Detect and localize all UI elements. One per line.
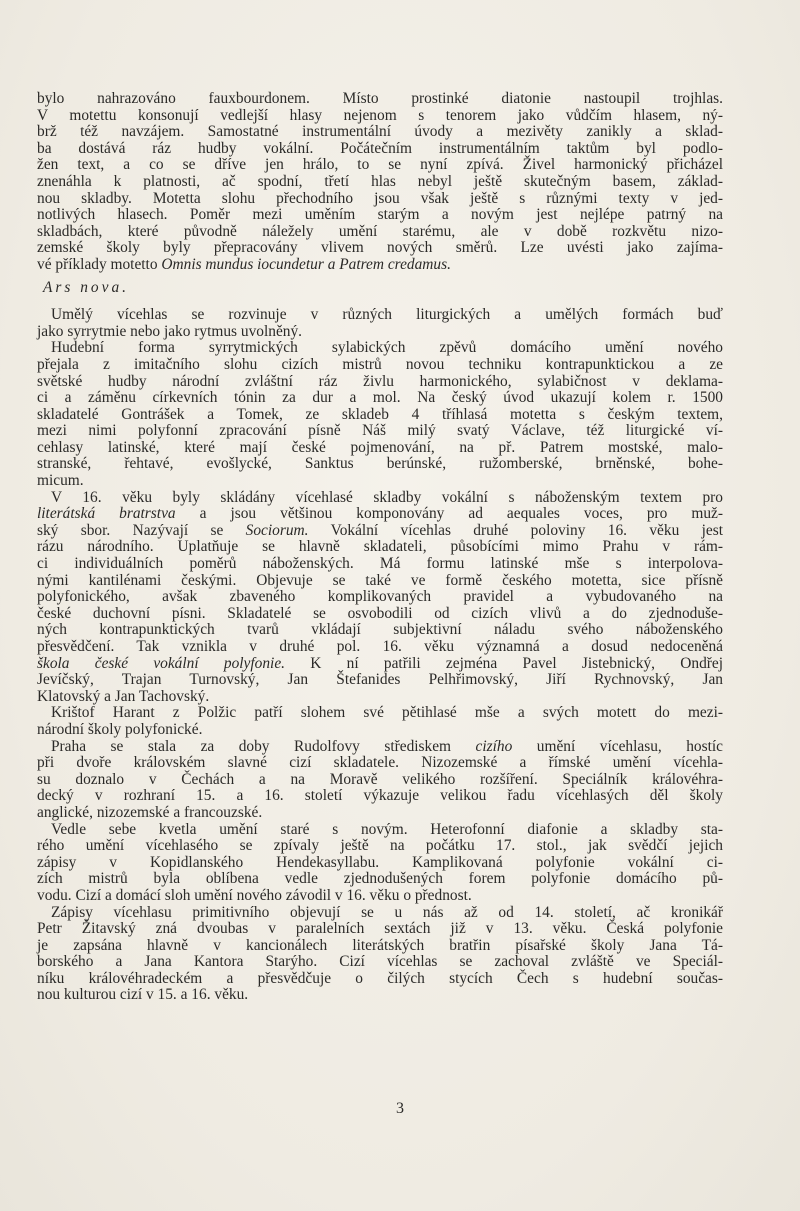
text-line: V 16. věku byly skládány vícehlasé skladby vokální s náboženským textem pro <box>51 488 723 506</box>
text-line <box>37 257 723 274</box>
text-line: nou skladby. Motetta slohu přechodního jsou však ještě s různými texty v jed- <box>37 189 723 207</box>
paragraph <box>37 739 723 822</box>
page-number: 3 <box>396 1100 404 1117</box>
text-line: Zápisy vícehlasu primitivního objevují se u nás až od 14. století, ač kronikář <box>51 903 723 921</box>
text-line: Hudební forma syrrytmických sylabických zpěvů domácího umění nového <box>51 339 723 357</box>
text-segment: a jsou většinou komponovány ad aequales voces, pro muž- <box>175 505 723 523</box>
text-line: anglické, nizozemské a francouzské. <box>37 803 263 821</box>
text-line: micum. <box>37 472 84 490</box>
text-line: Jevíčský, Trajan Turnovský, Jan Štefanides Pelhřimovský, Jiří Rychnovský, Jan <box>37 671 723 689</box>
text-line: při dvoře královském slavné cizí skladatele. Nizozemské a římské umění vícehla- <box>37 754 723 772</box>
text-segment: Vokální vícehlas druhé poloviny 16. věku jest <box>308 521 723 539</box>
text-segment: vé příklady motetto <box>37 255 162 273</box>
text-line: vodu. Cizí a domácí sloh umění nového závodil v 16. věku o přednost. <box>37 886 472 904</box>
text-line: polyfonického, avšak zbaveného komplikovaných pravidel a vybudovaného na <box>37 588 723 606</box>
text-line: rého umění vícehlasého se zpívaly ještě na počátku 17. stol., jak svědčí jejich <box>37 837 723 855</box>
text-line: brž též navzájem. Samostatné instrumentální úvody a mezivěty zanikly a sklad- <box>37 123 723 141</box>
text-line: mezi nimi polyfonní zpracování písně Náš milý svatý Václave, též liturgické ví- <box>37 422 723 440</box>
italic-text: literátská bratrstva <box>37 505 176 523</box>
text-line: skladatelé Gontrášek a Tomek, ze skladeb 4 tříhlasá motetta s českým textem, <box>37 405 723 423</box>
italic-text: Sociorum. <box>245 521 309 539</box>
paragraph <box>37 307 723 340</box>
text-line: bylo nahrazováno fauxbourdonem. Místo prostinké diatonie nastoupil trojhlas. <box>37 90 723 107</box>
italic-text: cizího <box>475 737 513 755</box>
text-line: ci a záměnu církevních tónin za dur a mol. Na český úvod ukazují kolem r. 1500 <box>37 389 723 407</box>
text-line: přejala z imitačního slohu cizích mistrů novou techniku kontrapunktickou a ze <box>37 355 723 373</box>
text-line <box>37 523 723 540</box>
text-line: znenáhla k platnosti, ač spodní, třetí hlas nebyl ještě skutečným basem, základ- <box>37 172 723 190</box>
text-line: decký v rozhraní 15. a 16. století výkazuje velikou řadu vícehlasých děl školy <box>37 787 723 805</box>
text-line: skladbách, které původně náležely umění starému, ale v době rozkvětu nizo- <box>37 222 723 240</box>
paragraph <box>37 822 723 905</box>
text-segment: ský sbor. Nazývají se <box>37 521 246 539</box>
text-line: cehlasy latinské, které mají české pojmenování, na př. Patrem mostské, malo- <box>37 438 723 456</box>
paragraph <box>37 705 723 738</box>
text-line: jako syrrytmie nebo jako rytmus uvolněný. <box>37 322 303 340</box>
text-line: zápisy v Kopidlanského Hendekasyllabu. Kamplikovaná polyfonie vokální ci- <box>37 853 723 871</box>
text-line: stranské, řehtavé, evošlycké, Sanktus berúnské, ružomberské, brněnské, bohe- <box>37 455 723 473</box>
text-line: národní školy polyfonické. <box>37 720 203 738</box>
text-segment: umění vícehlasu, hostíc <box>512 737 723 755</box>
text-line <box>37 739 723 756</box>
text-line: Klatovský a Jan Tachovský. <box>37 687 210 705</box>
text-line: přesvědčení. Tak vznikla v druhé pol. 16. věku významná a dosud nedoceněná <box>37 638 723 655</box>
text-line: ci individuálních poměrů náboženských. Má formu latinské mše s interpolova- <box>37 555 723 573</box>
text-line: nými kantilénami českými. Objevuje se také ve formě českého motetta, sice přísně <box>37 571 723 589</box>
text-line: Krištof Harant z Polžic patří slohem své pětihlasé mše a svých motett do mezi- <box>51 704 723 722</box>
section-heading: Ars nova. <box>43 278 129 296</box>
paragraph <box>37 905 723 1005</box>
text-line: notlivých hlasech. Poměr mezi uměním starým a novým jest nejlépe patrný na <box>37 206 723 224</box>
text-line: ba dostává ráz hudby vokální. Počátečním instrumentálním taktům byl podlo- <box>37 139 723 157</box>
text-line: zích mistrů byla oblíbena vedle zjednodušených forem polyfonie domácího pů- <box>37 870 723 888</box>
text-segment: K ní patřili zejména Pavel Jistebnický, Ondřej <box>285 654 723 672</box>
italic-text: škola české vokální polyfonie. <box>37 654 286 672</box>
text-line <box>37 506 723 523</box>
text-line: Petr Žitavský zná dvoubas v paralelních sextách již v 13. věku. Česká polyfonie <box>37 920 723 938</box>
text-line: zemské školy byly přepracovány vlivem nových směrů. Lze uvésti jako zajíma- <box>37 239 723 257</box>
text-line: ných kontrapunktických tvarů vkládají subjektivní náladu svého náboženského <box>37 621 723 639</box>
paragraph <box>37 340 723 489</box>
paragraph <box>37 91 723 274</box>
paragraph <box>37 490 723 706</box>
text-line: V motettu konsonují vedlejší hlasy nejenom s tenorem jako vůdčím hlasem, ný- <box>37 106 723 124</box>
text-line: žen text, a co se dříve jen hrálo, to se nyní zpívá. Živel harmonický přicházel <box>37 156 723 174</box>
text-line <box>37 656 723 673</box>
text-line: Umělý vícehlas se rozvinuje v různých liturgických a umělých formách buď <box>51 306 723 324</box>
text-line: rázu národního. Uplatňuje se hlavně skladateli, působícími mimo Prahu v rám- <box>37 538 723 556</box>
text-line: nou kulturou cizí v 15. a 16. věku. <box>37 986 249 1004</box>
text-line: světské hudby národní zvláštní ráz živlu harmonického, sylabičnost v deklama- <box>37 372 723 390</box>
text-line: Vedle sebe kvetla umění staré s novým. Heterofonní diafonie a skladby sta- <box>51 820 723 838</box>
body-text <box>37 91 723 1004</box>
text-line: české duchovní písni. Skladatelé se osvobodili od cizích vlivů a do zjednoduše- <box>37 604 723 622</box>
text-line: je zapsána hlavně v kancionálech literátských bratřin písařské školy Jana Tá- <box>37 936 723 954</box>
italic-text: Omnis mundus iocundetur a Patrem credamus. <box>161 255 451 273</box>
text-line: borského a Jana Kantora Starýho. Cizí vícehlas se zachoval zvláště ve Speciál- <box>37 953 723 971</box>
text-line: su doznalo v Čechách a na Moravě velikého rozšíření. Speciálník královéhra- <box>37 770 723 788</box>
text-line: níku královéhradeckém a přesvědčuje o čilých stycích Čech s hudební součas- <box>37 969 723 987</box>
text-segment: Praha se stala za doby Rudolfovy střediskem <box>51 737 476 755</box>
